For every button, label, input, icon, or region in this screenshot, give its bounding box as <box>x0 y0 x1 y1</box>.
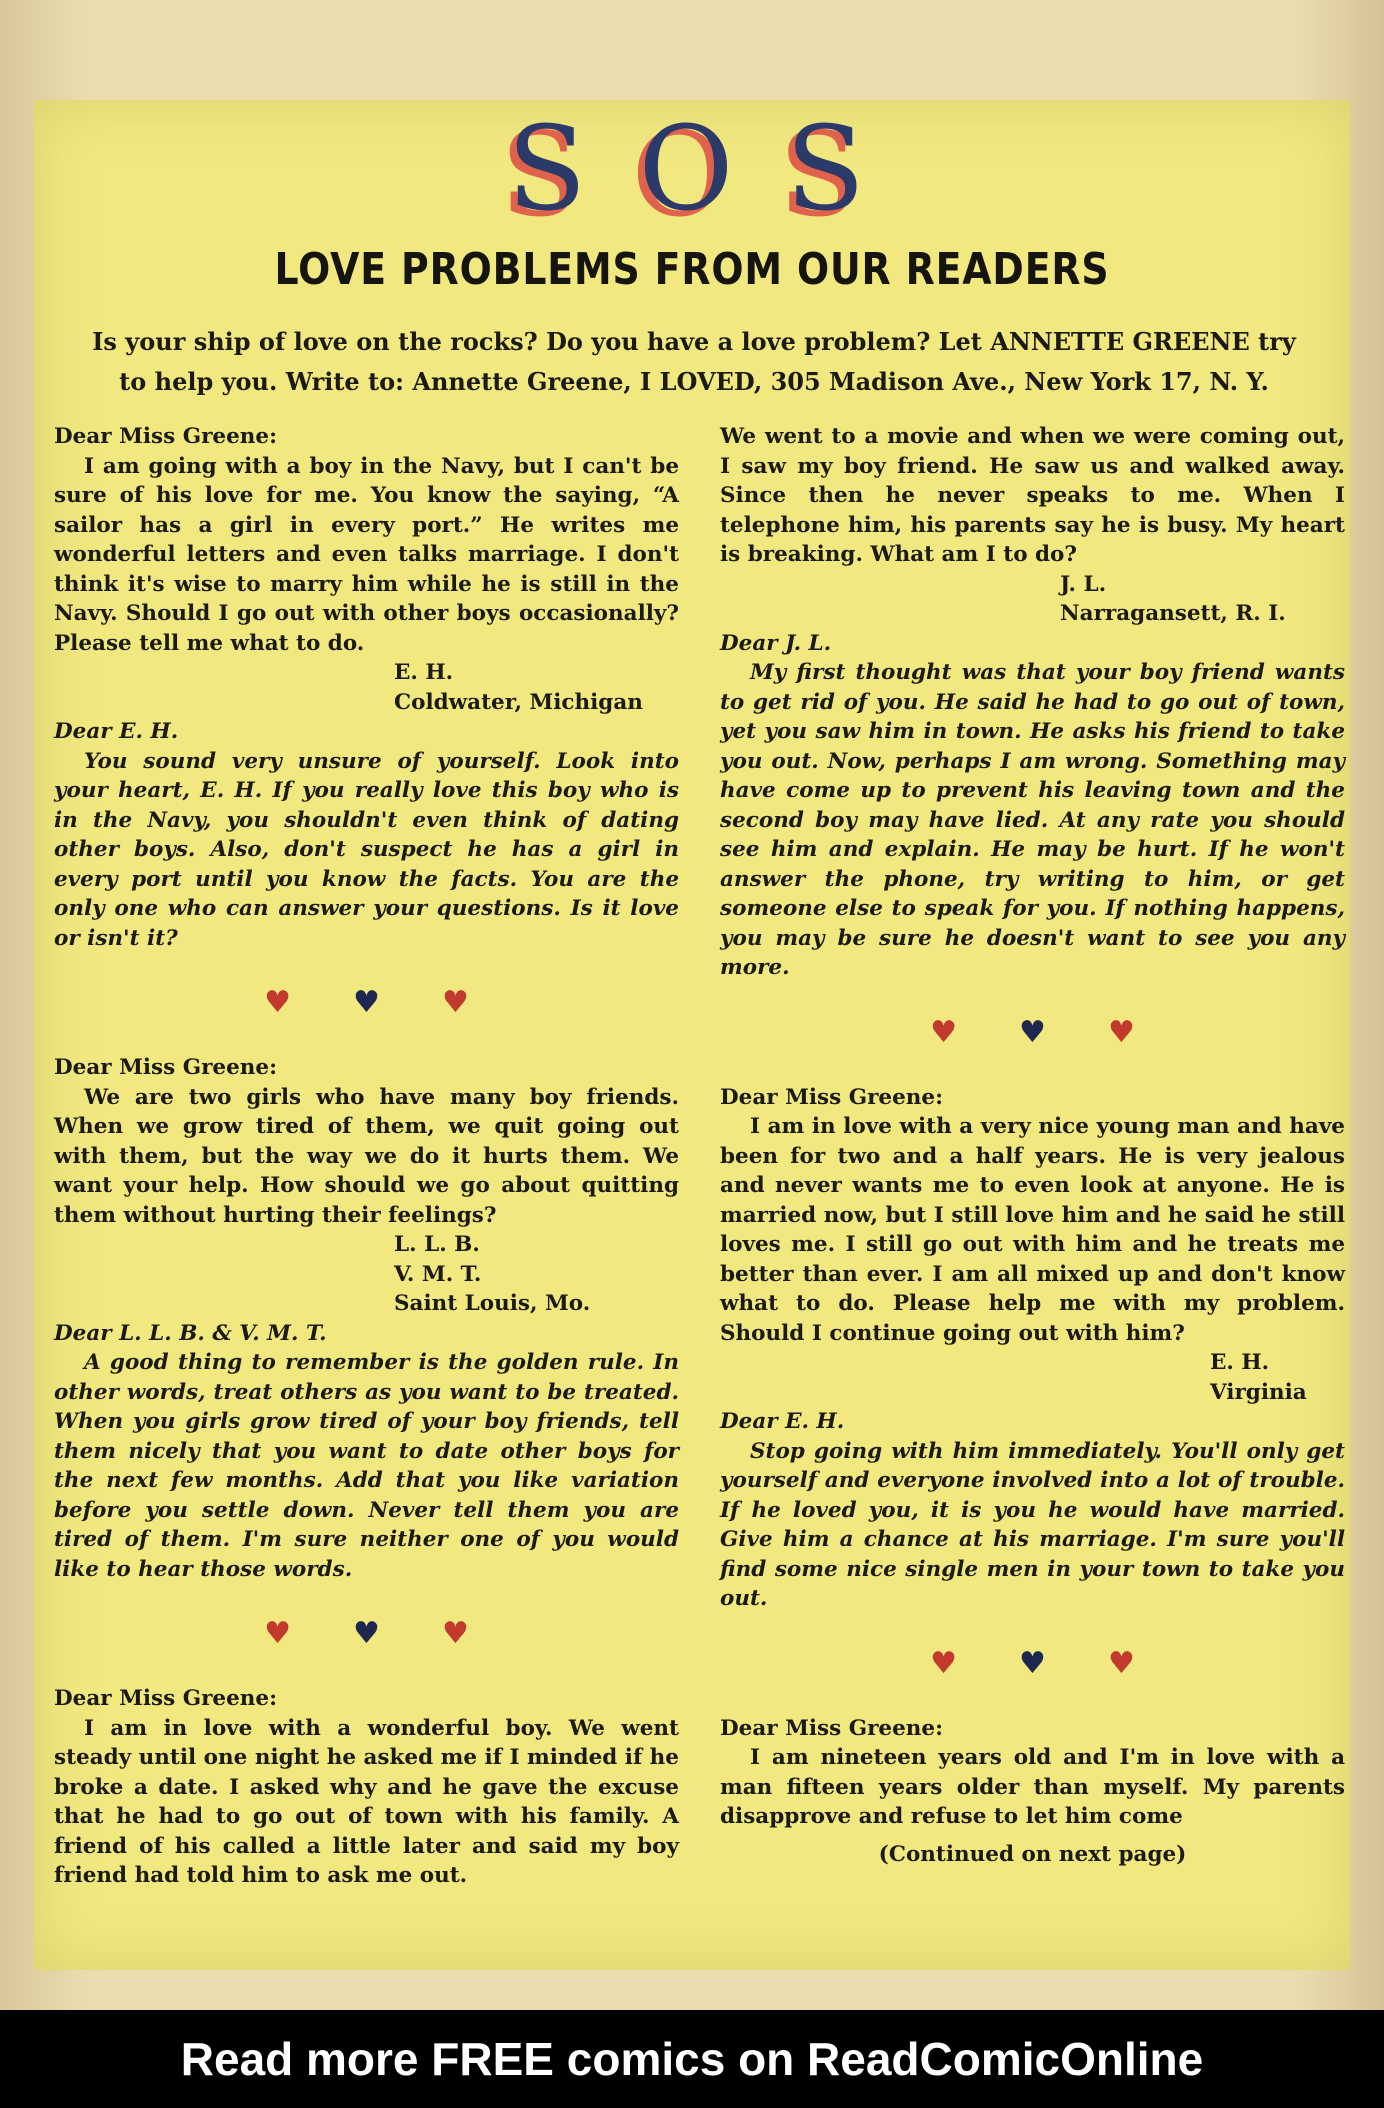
signature-place: Narragansett, R. I. <box>1060 601 1286 626</box>
signature-place: Virginia <box>1210 1379 1307 1405</box>
right-column <box>720 422 1345 1869</box>
reply-4 <box>720 1407 1345 1614</box>
heart-icon: ♥ <box>264 1616 292 1651</box>
heart-divider <box>54 953 679 1053</box>
signature-name: E. H. <box>394 660 454 685</box>
letter-2 <box>54 1053 679 1319</box>
reply-1 <box>54 717 679 953</box>
heart-icon: ♥ <box>1019 1645 1046 1681</box>
heart-icon: ♥ <box>353 985 380 1020</box>
heart-icon: ♥ <box>353 1616 380 1651</box>
heart-icon: ♥ <box>264 985 292 1020</box>
reply-2 <box>54 1319 679 1585</box>
letter-body: I am in love with a wonderful boy. We went steady until one night he asked me if I minded if he broke a date. I asked why and he gave the excuse that he had to go out of town with his family. A friend of his called a little later and said my boy friend had told him to ask me out. <box>54 1715 679 1888</box>
letter-3-continued <box>720 422 1345 629</box>
reply-salutation: Dear E. H. <box>54 719 179 744</box>
letter-body: We went to a movie and when we were coming out, I saw my boy friend. He saw us and walked away. Since then he never speaks to me. When I telephone him, his parents say he is busy. My heart is breaking. What am I to do? <box>720 424 1345 567</box>
letter-1 <box>54 422 679 717</box>
reply-salutation: Dear J. L. <box>720 630 832 656</box>
intro-text: Is your ship of love on the rocks? Do you have a love problem? Let ANNETTE GREENE try to help you. Write to: Annette Greene, I LOVED, 305 Madison Ave., New York 17, N. Y. <box>92 327 1296 396</box>
letter-5 <box>720 1714 1345 1870</box>
letter-salutation: Dear Miss Greene: <box>720 1084 944 1110</box>
left-column <box>54 422 679 1891</box>
heart-icon: ♥ <box>1107 1014 1135 1050</box>
reply-salutation: Dear L. L. B. & V. M. T. <box>54 1320 327 1346</box>
signature-place: Saint Louis, Mo. <box>394 1291 591 1316</box>
heart-icon: ♥ <box>441 1616 469 1651</box>
page-subtitle: LOVE PROBLEMS FROM OUR READERS <box>274 244 1110 295</box>
reply-body: A good thing to remember is the golden rule. In other words, treat others as you want to be treated. When you girls grow tired of your boy friends, tell them nicely that you want to date other boys for the next few months. Add that you like variation before you settle down. Never tell them you are tired of them. I'm sure neither one of you would like to hear those words. <box>54 1350 679 1582</box>
heart-icon: ♥ <box>1107 1645 1135 1681</box>
reply-salutation: Dear E. H. <box>720 1409 845 1434</box>
letter-body: I am going with a boy in the Navy, but I can't be sure of his love for me. You know the saying, “A sailor has a girl in every port.” He writes me wonderful letters and even talks marriage. I don't think it's wise to marry him while he is still in the Navy. Should I go out with other boys occasionally? Please tell me what to do. <box>54 453 679 656</box>
letter-salutation: Dear Miss Greene: <box>720 1715 944 1741</box>
letter-body: We are two girls who have many boy friends. When we grow tired of them, we quit going out with them, but the way we do it hurts them. We want your help. How should we go about quitting them without hurting their feelings? <box>54 1084 679 1228</box>
heart-divider <box>720 1614 1345 1714</box>
letter-3 <box>54 1684 679 1891</box>
reply-body: Stop going with him immediately. You'll only get yourself and everyone involved into a lot of trouble. If he loved you, it is you he would have married. Give him a chance at his marriage. I'm sure you'll find some nice single men in your town to take you out. <box>720 1438 1345 1611</box>
letter-body: I am in love with a very nice young man and have been for two and a half years. He is very jealous and never wants me to even look at anyone. He is married now, but I still love him and he said he still loves me. I still go out with him and he treats me better than ever. I am all mixed up and don't know what to do. Please help me with my problem. Should I continue going out with him? <box>720 1114 1345 1346</box>
letter-4 <box>720 1083 1345 1408</box>
heart-divider <box>54 1584 679 1684</box>
signature-name: J. L. <box>1060 571 1107 597</box>
signature-name: E. H. <box>1210 1350 1270 1375</box>
sos-column-panel <box>34 100 1350 1970</box>
heart-icon: ♥ <box>441 985 469 1020</box>
signature-name: V. M. T. <box>394 1261 482 1287</box>
continued-note: (Continued on next page) <box>878 1841 1187 1867</box>
heart-divider <box>720 983 1345 1083</box>
sos-title: SOS <box>506 102 918 237</box>
reply-body: My first thought was that your boy friend wants to get rid of you. He said he had to go out of town, yet you saw him in town. He asks his friend to take you out. Now, perhaps I am wrong. Something may have come up to prevent his leaving town and the second boy may have lied. At any rate you should see him and explain. He may be hurt. If he won't answer the phone, try writing to him, or get someone else to speak for you. If nothing happens, you may be sure he doesn't want to see you any more. <box>720 660 1345 980</box>
letter-salutation: Dear Miss Greene: <box>54 1686 278 1711</box>
signature-name: L. L. B. <box>394 1232 480 1257</box>
letter-salutation: Dear Miss Greene: <box>54 1055 278 1080</box>
promo-banner[interactable]: Read more FREE comics on ReadComicOnline <box>0 2010 1384 2108</box>
reply-3 <box>720 629 1345 983</box>
heart-icon: ♥ <box>930 1014 958 1050</box>
letter-salutation: Dear Miss Greene: <box>54 424 278 449</box>
heart-icon: ♥ <box>930 1645 958 1681</box>
heart-icon: ♥ <box>1019 1014 1046 1050</box>
signature-place: Coldwater, Michigan <box>394 689 643 715</box>
reply-body: You sound very unsure of yourself. Look into your heart, E. H. If you really love this boy who is in the Navy, you shouldn't even think of dating other boys. Also, don't suspect he has a girl in every port until you know the facts. You are the only one who can answer your questions. Is it love or isn't it? <box>54 748 679 951</box>
letter-body: I am nineteen years old and I'm in love with a man fifteen years older than myself. My parents disapprove and refuse to let him come <box>720 1745 1345 1829</box>
